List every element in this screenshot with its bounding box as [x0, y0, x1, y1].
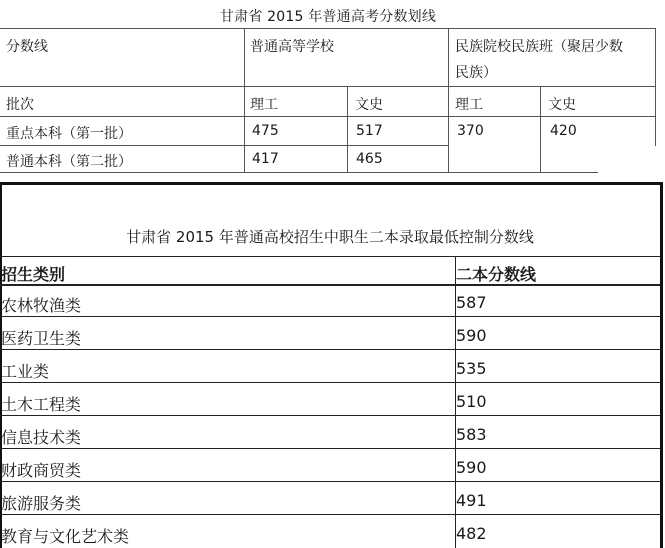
score-cell: 475	[252, 123, 279, 139]
grid-line	[0, 284, 660, 286]
batch-label: 重点本科（第一批）	[6, 126, 132, 142]
table-title: 甘肃省 2015 年普通高校招生中职生二本录取最低控制分数线	[126, 228, 534, 246]
table-border	[0, 182, 663, 185]
table-border	[660, 182, 663, 548]
grid-line	[0, 256, 660, 257]
category-cell: 土木工程类	[1, 395, 82, 414]
subheader-arts: 文史	[548, 97, 576, 113]
score-cell: 465	[356, 151, 383, 167]
score-cell: 583	[456, 425, 487, 444]
vocational-score-table	[0, 178, 665, 548]
grid-line	[0, 481, 660, 482]
subheader-arts: 文史	[355, 97, 383, 113]
grid-line	[0, 145, 448, 146]
header-ethnic-colleges-cont: 民族）	[455, 65, 497, 81]
grid-line	[540, 86, 541, 173]
subheader-batch: 批次	[6, 97, 34, 113]
grid-line	[0, 28, 656, 29]
category-cell: 医药卫生类	[1, 329, 82, 348]
batch-label: 普通本科（第二批）	[6, 154, 132, 170]
grid-line	[0, 514, 660, 515]
category-cell: 工业类	[1, 362, 50, 381]
grid-line	[244, 28, 245, 173]
score-cell: 417	[252, 151, 279, 167]
grid-line	[448, 28, 449, 173]
score-cell: 590	[456, 458, 487, 477]
header-score: 二本分数线	[456, 265, 537, 284]
score-cell: 590	[456, 326, 487, 345]
grid-line	[0, 382, 660, 383]
header-regular-universities: 普通高等学校	[250, 39, 334, 55]
subheader-science: 理工	[250, 97, 278, 113]
header-category: 招生类别	[1, 265, 66, 284]
score-cell: 370	[457, 123, 484, 139]
score-cell: 420	[550, 123, 577, 139]
score-cell: 535	[456, 359, 487, 378]
admission-score-table	[0, 0, 656, 174]
grid-line	[0, 86, 656, 87]
grid-line	[347, 86, 348, 173]
category-cell: 财政商贸类	[1, 461, 82, 480]
score-cell: 587	[456, 293, 487, 312]
category-cell: 信息技术类	[1, 428, 82, 447]
score-cell: 482	[456, 524, 487, 543]
header-ethnic-colleges: 民族院校民族班（聚居少数	[455, 39, 623, 55]
header-corner: 分数线	[6, 39, 48, 55]
category-cell: 教育与文化艺术类	[1, 527, 130, 546]
grid-line	[0, 448, 660, 449]
score-cell: 510	[456, 392, 487, 411]
score-cell: 517	[356, 123, 383, 139]
grid-line	[0, 116, 656, 117]
grid-line	[0, 316, 660, 317]
grid-line	[0, 172, 598, 173]
grid-line	[655, 28, 656, 146]
table-title: 甘肃省 2015 年普通高考分数划线	[219, 9, 437, 25]
score-cell: 491	[456, 491, 487, 510]
subheader-science: 理工	[455, 97, 483, 113]
category-cell: 旅游服务类	[1, 494, 82, 513]
grid-line	[0, 349, 660, 350]
category-cell: 农林牧渔类	[1, 296, 82, 315]
grid-line	[0, 415, 660, 416]
